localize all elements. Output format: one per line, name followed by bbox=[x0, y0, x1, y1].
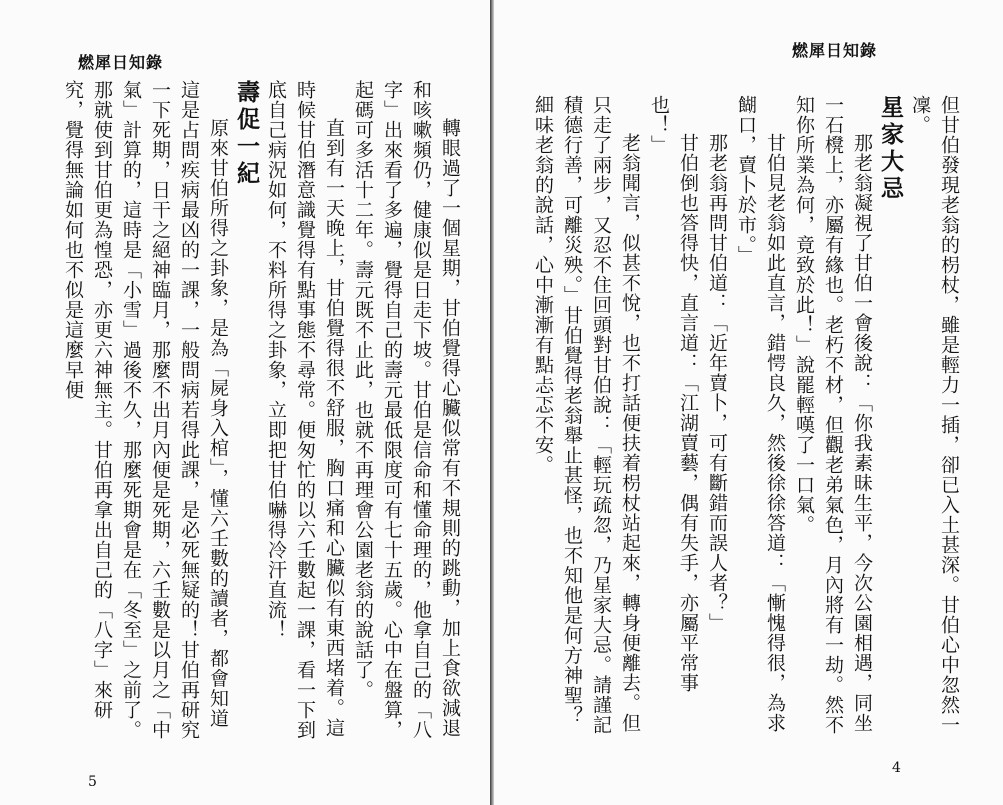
running-header: 燃犀日知錄 bbox=[792, 41, 878, 60]
paragraph: 甘伯倒也答得快，直言道：「江湖賣藝，偶有失手，亦屬平常事也！」 bbox=[648, 95, 699, 693]
running-header: 燃犀日知錄 bbox=[78, 53, 164, 72]
section-title: 星家大忌 bbox=[877, 95, 904, 203]
paragraph: 那老翁再問甘伯道：「近年賣卜，可有斷錯而誤人者？」 bbox=[706, 133, 728, 633]
right-page bbox=[494, 0, 1003, 805]
paragraph: 老翁聞言，似甚不悅，也不打話便扶着枴杖站起來，轉身便離去。但只走了兩步，又忍不住回頭對甘伯說：「輕玩疏忽，乃星家大忌。請謹記積德行善，可離災殃。」甘伯覺得老翁舉止甚怪，也不知他是何方神聖？細味老翁的說話，心中漸漸有點忐忑不安。 bbox=[532, 95, 641, 735]
left-page bbox=[0, 0, 492, 805]
paragraph: 原來甘伯所得之卦象，是為「屍身入棺」，懂六壬數的讀者，都會知道這是占問疾病最凶的一課，一般問病若得此課，是必死無疑的！甘伯再研究一下死期，日干之絕神臨月，那麼不出月內便是死期，六壬數是以月之「中氣」計算的，這時是「小雪」過後不久，那麼死期會是在「冬至」之前了。那就使到甘伯更為惶恐，亦更六神無主。甘伯再拿出自己的「八字」來研究，覺得無論如何也不似是這麼早便 bbox=[62, 80, 229, 740]
paragraph: 甘伯見老翁如此直言，錯愕良久，然後徐徐答道：「慚愧得很，為求餬口，賣卜於市。」 bbox=[735, 95, 786, 733]
section-title: 壽促一紀 bbox=[233, 80, 260, 188]
paragraph: 那老翁凝視了甘伯一會後說：「你我素昧生平，今次公園相遇，同坐一石櫈上，亦屬有緣也。老朽不材，但觀老弟氣色，月內將有一劫。然不知你所業為何，竟致於此！」說罷輕嘆了一口氣。 bbox=[793, 95, 873, 735]
paragraph: 直到有一天晚上，甘伯覺得很不舒服，胸口痛和心臟似有東西堵着。這時候甘伯潛意識覺得有點事態不尋常。便匆忙的以六壬數起一課，看一下到底自己病況如何，不料所得之卦象，立即把甘伯嚇得冷汗直流！ bbox=[265, 80, 345, 740]
page-number: 4 bbox=[892, 760, 901, 776]
body-text bbox=[533, 95, 963, 735]
body-text bbox=[44, 80, 464, 740]
page-number: 5 bbox=[88, 774, 97, 790]
paragraph: 但甘伯發現老翁的枴杖，雖是輕力一插，卻已入土甚深。甘伯心中忽然一凜。 bbox=[909, 95, 960, 735]
paragraph: 轉眼過了一個星期，甘伯覺得心臟似常有不規則的跳動，加上食欲減退和咳嗽頻仍，健康似是日走下坡。甘伯是信命和懂命理的，他拿自己的「八字」出來看了多遍，覺得自己的壽元最低限度可有七十五歲。心中在盤算，起碼可多活十二年。壽元既不止此，也就不再理會公園老翁的說話了。 bbox=[352, 80, 461, 740]
